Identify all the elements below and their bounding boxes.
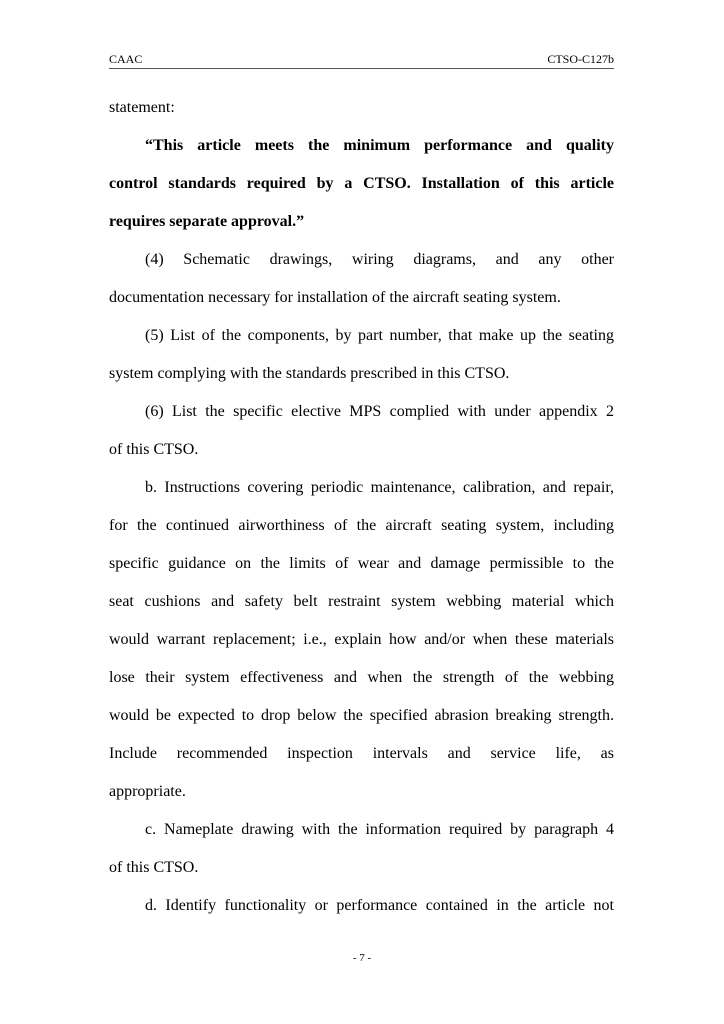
paragraph [109,241,614,317]
text-line: Include recommended inspection intervals and service life, as [109,745,614,762]
text-line: requires separate approval.” [109,213,305,230]
text-line: appropriate. [109,783,186,800]
paragraph [109,469,614,811]
header-left: CAAC [109,52,143,66]
text-line: (6) List the specific elective MPS complied with under appendix 2 [145,403,614,420]
document-body [109,89,614,925]
paragraph [109,811,614,887]
text-line: for the continued airworthiness of the aircraft seating system, including [109,517,614,534]
paragraph [109,127,614,241]
paragraph [109,887,614,925]
page-number: - 7 - [352,952,372,964]
text-line: documentation necessary for installation of the aircraft seating system. [109,289,561,306]
text-line: would warrant replacement; i.e., explain how and/or when these materials [109,631,614,648]
text-line: c. Nameplate drawing with the information required by paragraph 4 [145,821,614,838]
paragraph [109,89,614,127]
text-line: d. Identify functionality or performance contained in the article not [145,897,614,914]
text-line: would be expected to drop below the specified abrasion breaking strength. [109,707,614,724]
text-line: of this CTSO. [109,859,199,876]
text-line: of this CTSO. [109,441,199,458]
text-line: specific guidance on the limits of wear and damage permissible to the [109,555,614,572]
header-right: CTSO-C127b [547,52,614,66]
text-line: statement: [109,99,175,116]
text-line: b. Instructions covering periodic maintenance, calibration, and repair, [145,479,614,496]
text-line: lose their system effectiveness and when the strength of the webbing [109,669,614,686]
page-header [109,52,614,69]
text-line: control standards required by a CTSO. Installation of this article [109,175,614,192]
text-line: “This article meets the minimum performance and quality [145,137,614,154]
text-line: seat cushions and safety belt restraint system webbing material which [109,593,614,610]
text-line: (4) Schematic drawings, wiring diagrams, and any other [145,251,614,268]
text-line: system complying with the standards prescribed in this CTSO. [109,365,510,382]
paragraph [109,317,614,393]
text-line: (5) List of the components, by part number, that make up the seating [145,327,614,344]
paragraph [109,393,614,469]
